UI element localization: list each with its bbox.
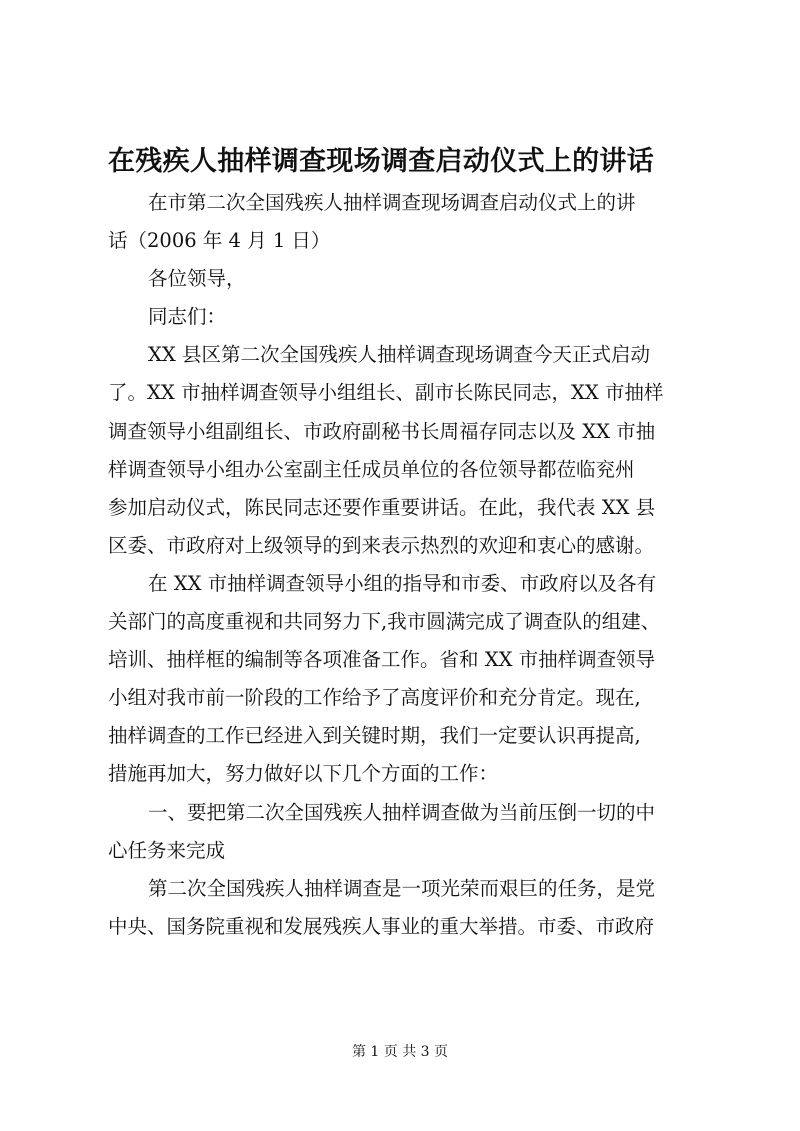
text-line: 参加启动仪式，陈民同志还要作重要讲话。在此，我代表 XX 县 xyxy=(108,495,656,519)
text-line: 中央、国务院重视和发展残疾人事业的重大举措。市委、市政府 xyxy=(108,914,655,938)
text-line: 了。XX 市抽样调查领导小组组长、副市长陈民同志，XX 市抽样 xyxy=(108,381,664,405)
text-line: 小组对我市前一阶段的工作给予了高度评价和充分肯定。现在, xyxy=(108,686,641,710)
section-heading-line: 心任务来完成 xyxy=(108,838,226,862)
text-line: 第二次全国残疾人抽样调查是一项光荣而艰巨的任务，是党 xyxy=(148,876,656,900)
text-line: 在市第二次全国残疾人抽样调查现场调查启动仪式上的讲 xyxy=(148,191,636,214)
text-line: 区委、市政府对上级领导的到来表示热烈的欢迎和衷心的感谢。 xyxy=(108,533,655,557)
text-line: 同志们： xyxy=(148,305,227,329)
text-line: 各位领导， xyxy=(148,267,246,291)
text-line: 关部门的高度重视和共同努力下,我市圆满完成了调查队的组建、 xyxy=(108,610,661,634)
text-line: 措施再加大，努力做好以下几个方面的工作： xyxy=(108,762,499,786)
section-heading-line: 一、要把第二次全国残疾人抽样调查做为当前压倒一切的中 xyxy=(148,800,656,824)
text-line: 抽样调查的工作已经进入到关键时期，我们一定要认识再提高, xyxy=(108,724,641,748)
document-title: 在残疾人抽样调查现场调查启动仪式上的讲话 xyxy=(108,146,654,177)
text-line: XX 县区第二次全国残疾人抽样调查现场调查今天正式启动 xyxy=(148,343,650,367)
text-line: 调查领导小组副组长、市政府副秘书长周福存同志以及 XX 市抽 xyxy=(108,419,656,443)
document-body xyxy=(108,184,712,946)
text-line: 样调查领导小组办公室副主任成员单位的各位领导都莅临兖州 xyxy=(108,457,635,481)
page-footer: 第 1 页 共 3 页 xyxy=(351,1044,449,1060)
text-line: 培训、抽样框的编制等各项准备工作。省和 XX 市抽样调查领导 xyxy=(108,648,656,672)
text-line: 话（2006 年 4 月 1 日） xyxy=(108,229,331,253)
text-line: 在 XX 市抽样调查领导小组的指导和市委、市政府以及各有 xyxy=(148,571,657,595)
